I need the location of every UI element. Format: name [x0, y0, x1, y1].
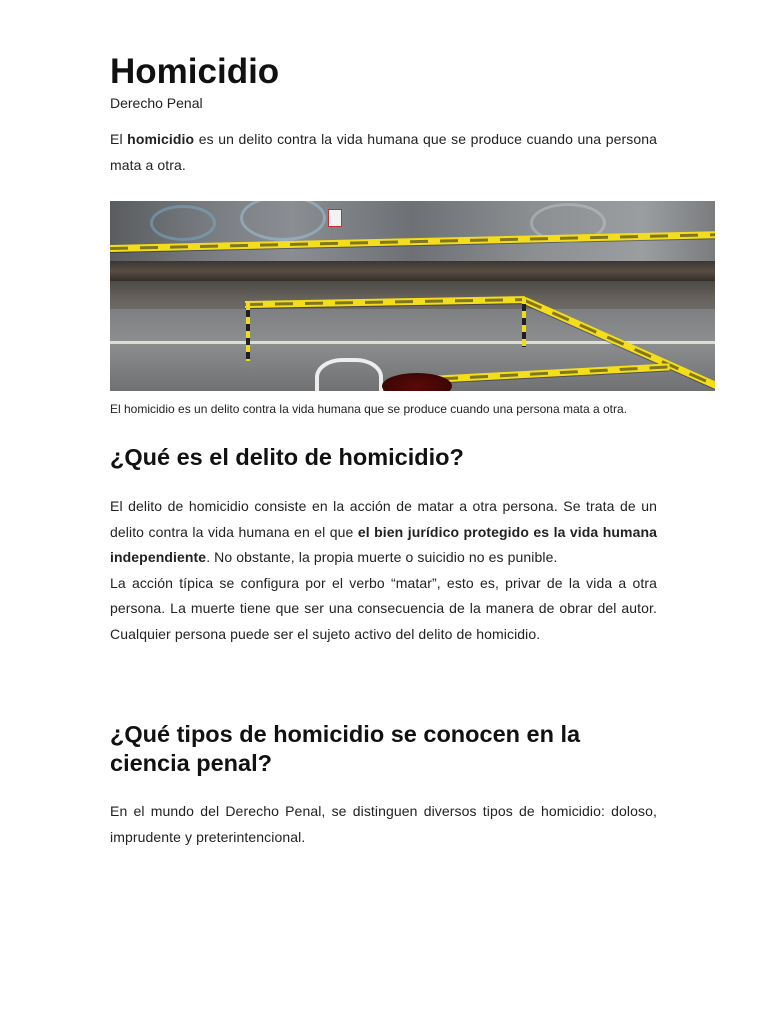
section-heading-definition: ¿Qué es el delito de homicidio?: [110, 444, 464, 470]
chalk-outline: [315, 358, 383, 391]
definition-text-end: . No obstante, la propia muerte o suicidio no es punible.: [206, 549, 558, 565]
document-page: [110, 50, 657, 850]
intro-bold-term: homicidio: [127, 131, 195, 147]
types-paragraph: En el mundo del Derecho Penal, se distinguen diversos tipos de homicidio: doloso, imprudente y preterintencional.: [110, 803, 657, 845]
barrier-post: [522, 297, 526, 347]
definition-bold-phrase: el bien jurídico protegido es la vida humana independiente: [110, 523, 658, 565]
photo-no-parking-sign: [328, 209, 342, 227]
page-subtitle: Derecho Penal: [110, 95, 203, 111]
photo-rail: [110, 261, 715, 283]
barrier-post: [246, 303, 250, 361]
definition-text-start: El delito de homicidio consiste en la acción de matar a otra persona. Se trata de un delito contra la vida humana en el que: [110, 498, 657, 540]
intro-paragraph: [110, 127, 657, 178]
photo-graffiti: [150, 205, 216, 241]
crime-scene-photo: [110, 201, 715, 391]
section-heading-types: ¿Qué tipos de homicidio se conocen en la ciencia penal?: [110, 721, 581, 776]
typical-action-paragraph: La acción típica se configura por el verbo “matar”, esto es, privar de la vida a otra persona. La muerte tiene que ser una consecuencia de la manera de obrar del autor. Cualquier persona puede ser el sujeto activo del delito de homicidio.: [110, 574, 657, 642]
intro-text-end: es un delito contra la vida humana que se produce cuando una persona mata a otra.: [110, 131, 657, 173]
intro-text-start: El: [110, 131, 128, 147]
definition-paragraph: [110, 494, 657, 571]
figure-caption: El homicidio es un delito contra la vida humana que se produce cuando una persona mata a otra.: [110, 402, 627, 416]
photo-rubble: [110, 281, 715, 311]
page-title: Homicidio: [110, 52, 280, 91]
